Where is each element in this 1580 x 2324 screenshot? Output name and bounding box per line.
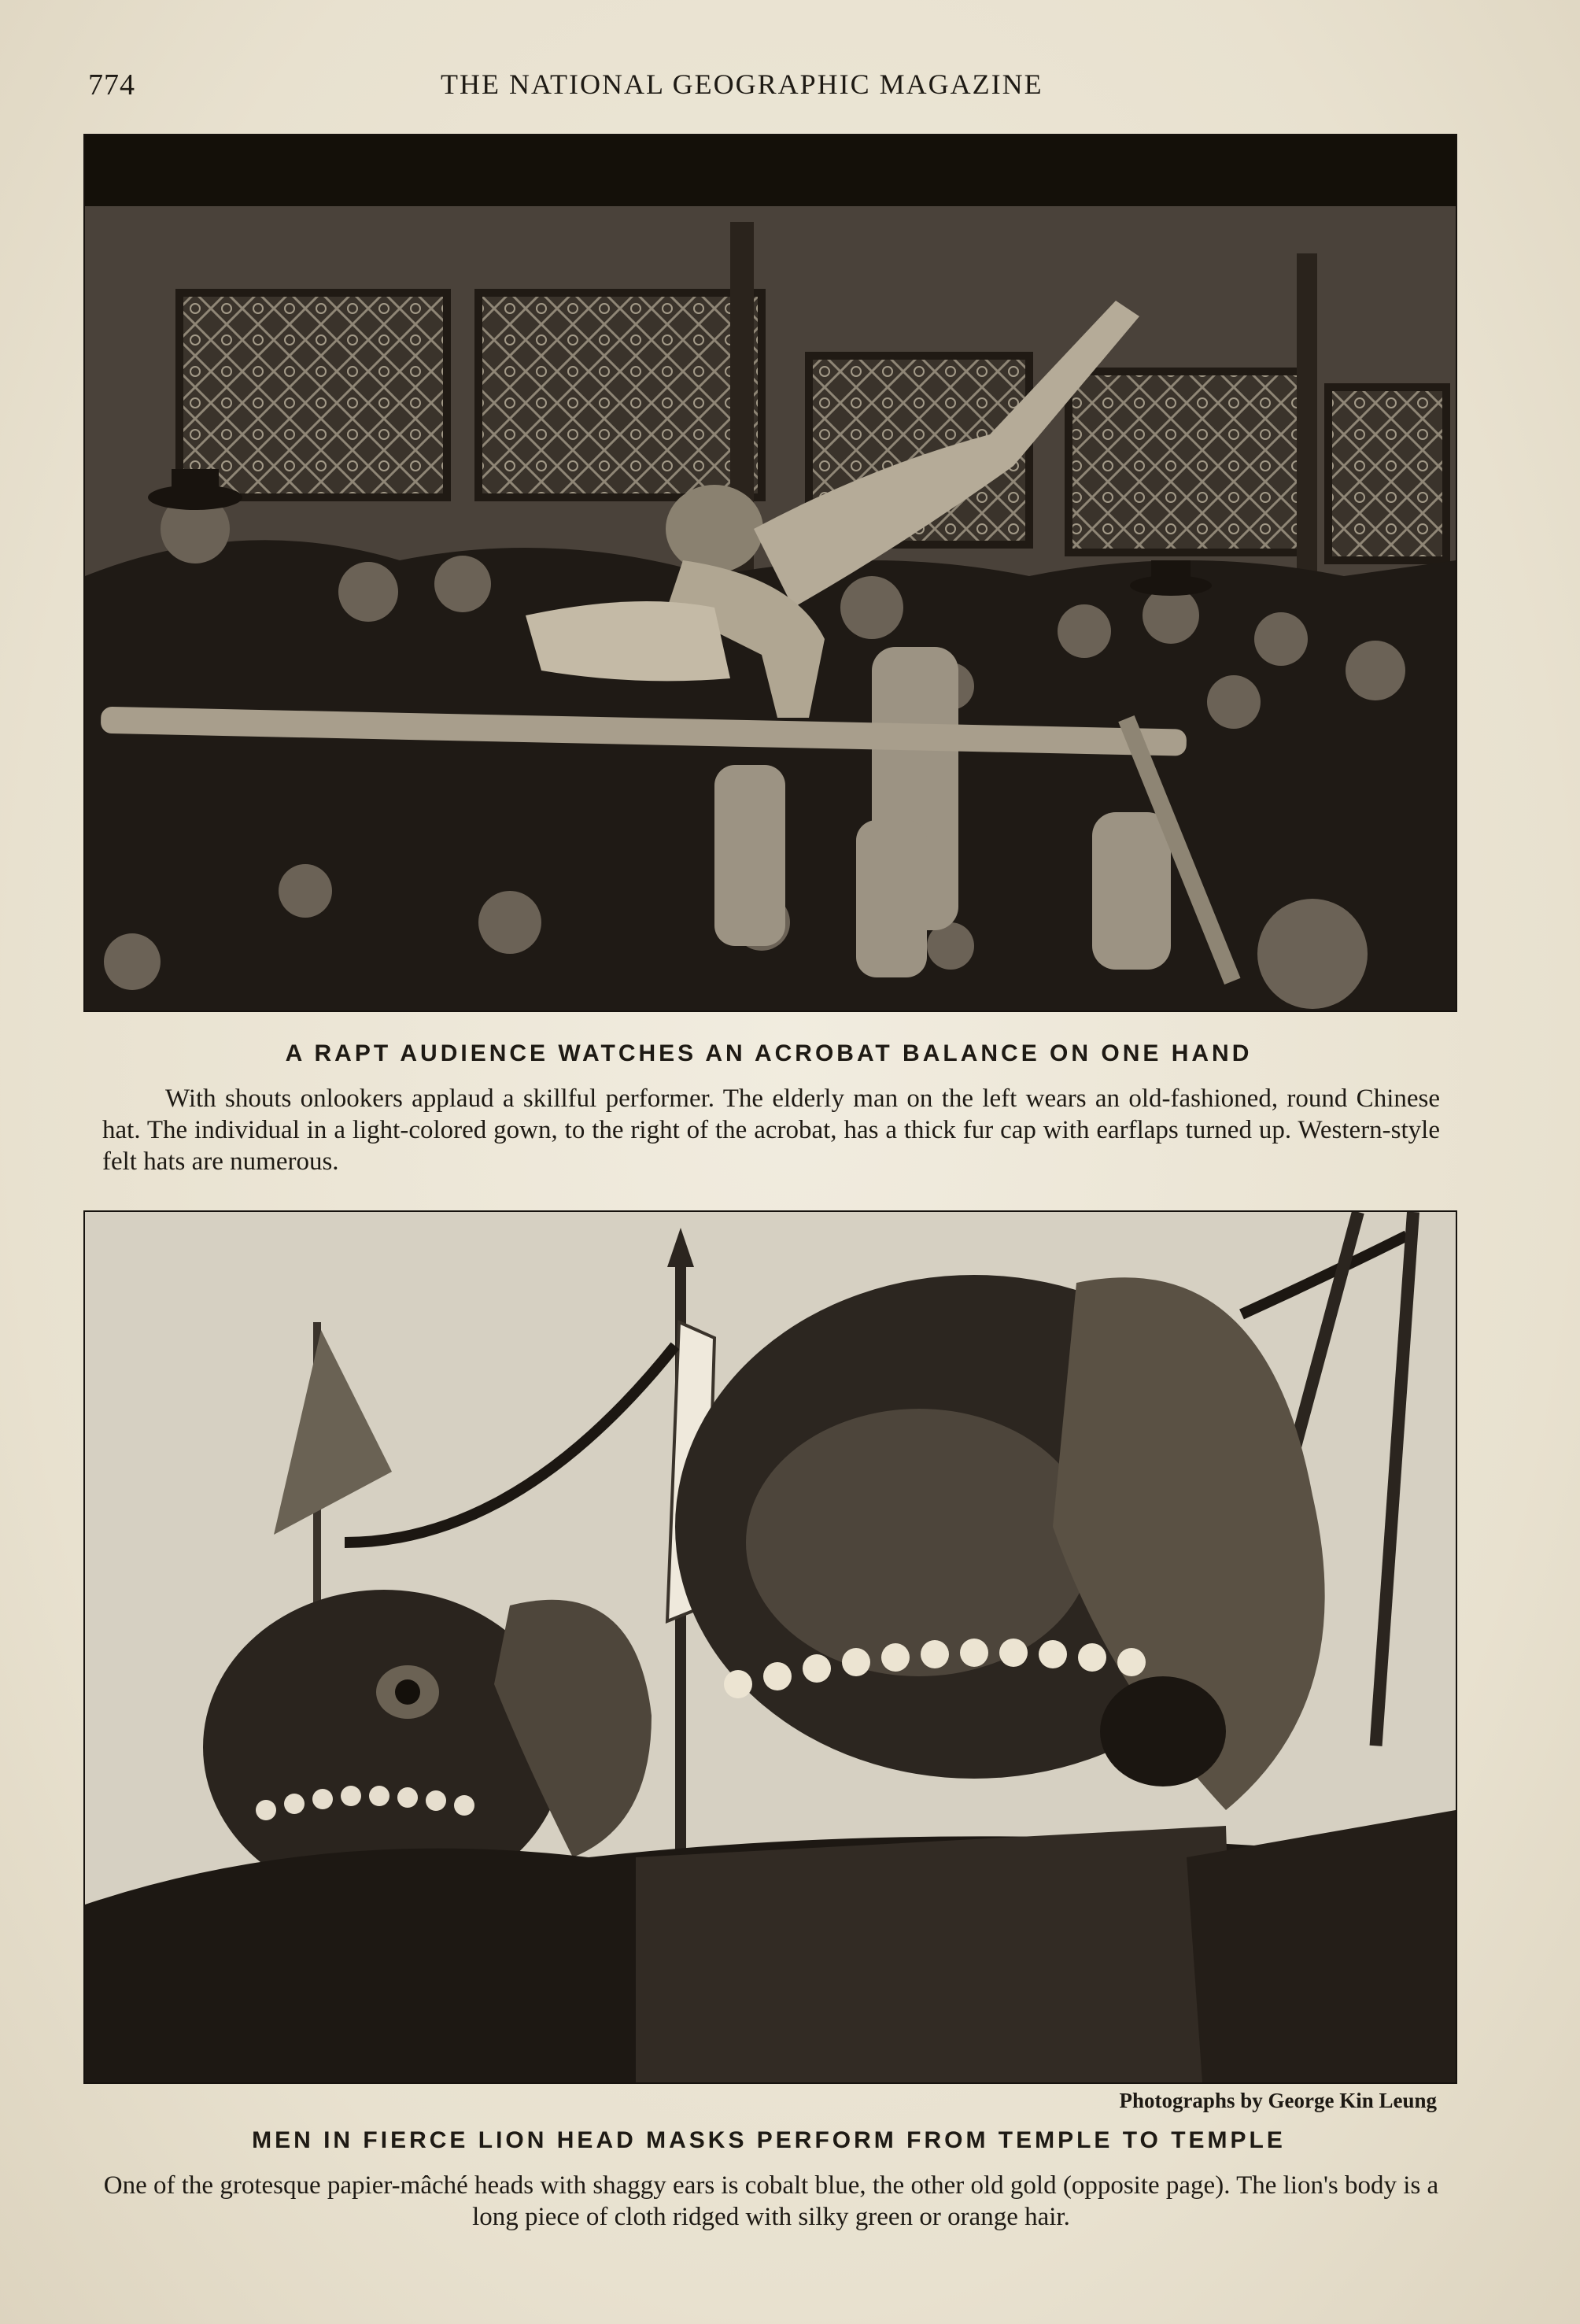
photo-credit: Photographs by George Kin Leung xyxy=(1119,2089,1437,2112)
running-head: THE NATIONAL GEOGRAPHIC MAGAZINE xyxy=(441,68,1043,100)
acrobat-photo xyxy=(83,134,1457,1012)
photo1-caption: With shouts onlookers applaud a skillful performer. The elderly man on the left wears an old-fashioned, round Chinese hat. The individual in a light-colored gown, to the right of the acrobat, has a thick fur cap with earflaps turned up. Western-style felt hats are numerous. xyxy=(102,1084,1440,1176)
page-number: 774 xyxy=(88,68,135,102)
photo2-caption: One of the grotesque papier-mâché heads with shaggy ears is cobalt blue, the other old gold (opposite page). The lion's body is a long piece of cloth ridged with silky green or orange hair. xyxy=(103,2171,1439,2231)
photo1-title: A RAPT AUDIENCE WATCHES AN ACROBAT BALANCE ON ONE HAND xyxy=(285,1040,1253,1066)
lion-masks-photo xyxy=(83,1210,1457,2084)
photo2-title: MEN IN FIERCE LION HEAD MASKS PERFORM FROM TEMPLE TO TEMPLE xyxy=(252,2127,1286,2153)
